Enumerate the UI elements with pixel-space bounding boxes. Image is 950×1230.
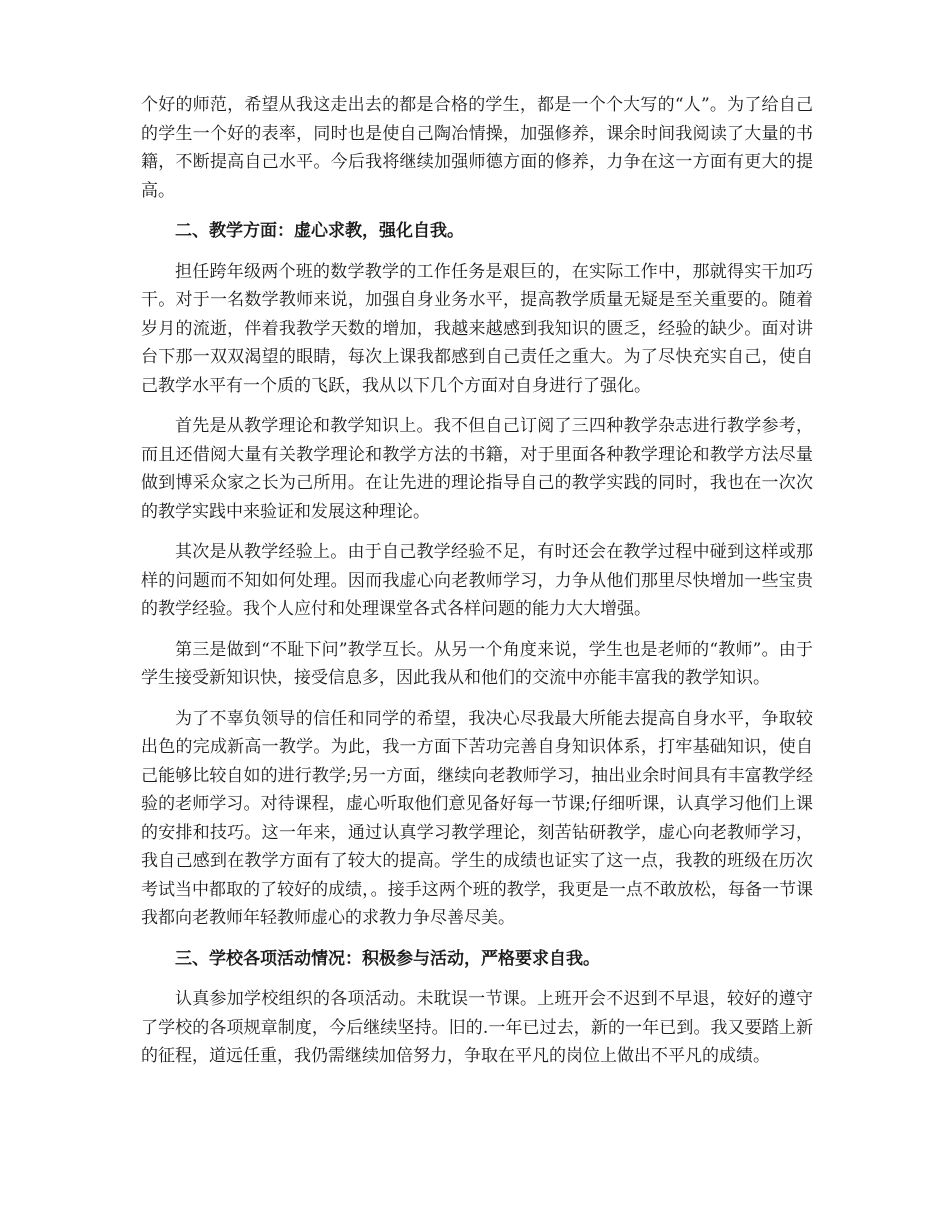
paragraph-activities: 认真参加学校组织的各项活动。未耽误一节课。上班开会不迟到不早退，较好的遵守了学校的各项规章制度，今后继续坚持。旧的.一年已过去，新的一年已到。我又要踏上新的征程，道远任重，我仍需继续加倍努力，争取在平凡的岗位上做出不平凡的成绩。 <box>141 989 813 1066</box>
paragraph-ask-students: 第三是做到“不耻下问”教学互长。从另一个角度来说，学生也是老师的“教师”。由于学生接受新知识快，接受信息多，因此我从和他们的交流中亦能丰富我的教学知识。 <box>141 639 813 688</box>
paragraph-experience: 其次是从教学经验上。由于自己教学经验不足，有时还会在教学过程中碰到这样或那样的问题而不知如何处理。因而我虚心向老教师学习，力争从他们那里尽快增加一些宝贵的教学经验。我个人应付和处理课堂各式各样问题的能力大大增强。 <box>141 542 813 619</box>
paragraph-commitment: 为了不辜负领导的信任和同学的希望，我决心尽我最大所能去提高自身水平，争取较出色的完成新高一教学。为此，我一方面下苦功完善自身知识体系，打牢基础知识，使自己能够比较自如的进行教学;另一方面，继续向老教师学习，抽出业余时间具有丰富教学经验的老师学习。对待课程，虚心听取他们意见备好每一节课;仔细听课，认真学习他们上课的安排和技巧。这一年来，通过认真学习教学理论，刻苦钻研教学，虚心向老教师学习，我自己感到在教学方面有了较大的提高。学生的成绩也证实了这一点，我教的班级在历次考试当中都取的了较好的成绩，。接手这两个班的教学，我更是一点不敢放松，每备一节课我都向老教师年轻教师虚心的求教力争尽善尽美。 <box>141 708 813 928</box>
section-heading-teaching: 二、教学方面：虚心求教，强化自我。 <box>175 221 464 241</box>
document-page <box>141 91 813 1083</box>
paragraph-theory: 首先是从教学理论和教学知识上。我不但自己订阅了三四种教学杂志进行教学参考，而且还借阅大量有关教学理论和教学方法的书籍，对于里面各种教学理论和教学方法尽量做到博采众家之长为己所用。在让先进的理论指导自己的教学实践的同时，我也在一次次的教学实践中来验证和发展这种理论。 <box>141 416 813 522</box>
section-heading-activities: 三、学校各项活动情况：积极参与活动，严格要求自我。 <box>175 948 600 969</box>
paragraph-teaching-intro: 担任跨年级两个班的数学教学的工作任务是艰巨的，在实际工作中，那就得实干加巧干。对于一名数学教师来说，加强自身业务水平，提高教学质量无疑是至关重要的。随着岁月的流逝，伴着我教学天数的增加，我越来越感到我知识的匮乏，经验的缺少。面对讲台下那一双双渴望的眼睛，每次上课我都感到自己责任之重大。为了尽快充实自己，使自己教学水平有一个质的飞跃，我从以下几个方面对自身进行了强化。 <box>141 261 813 396</box>
paragraph-continuation: 个好的师范，希望从我这走出去的都是合格的学生，都是一个个大写的“人”。为了给自己的学生一个好的表率，同时也是使自己陶冶情操，加强修养，课余时间我阅读了大量的书籍，不断提高自己水平。今后我将继续加强师德方面的修养，力争在这一方面有更大的提高。 <box>141 95 813 201</box>
